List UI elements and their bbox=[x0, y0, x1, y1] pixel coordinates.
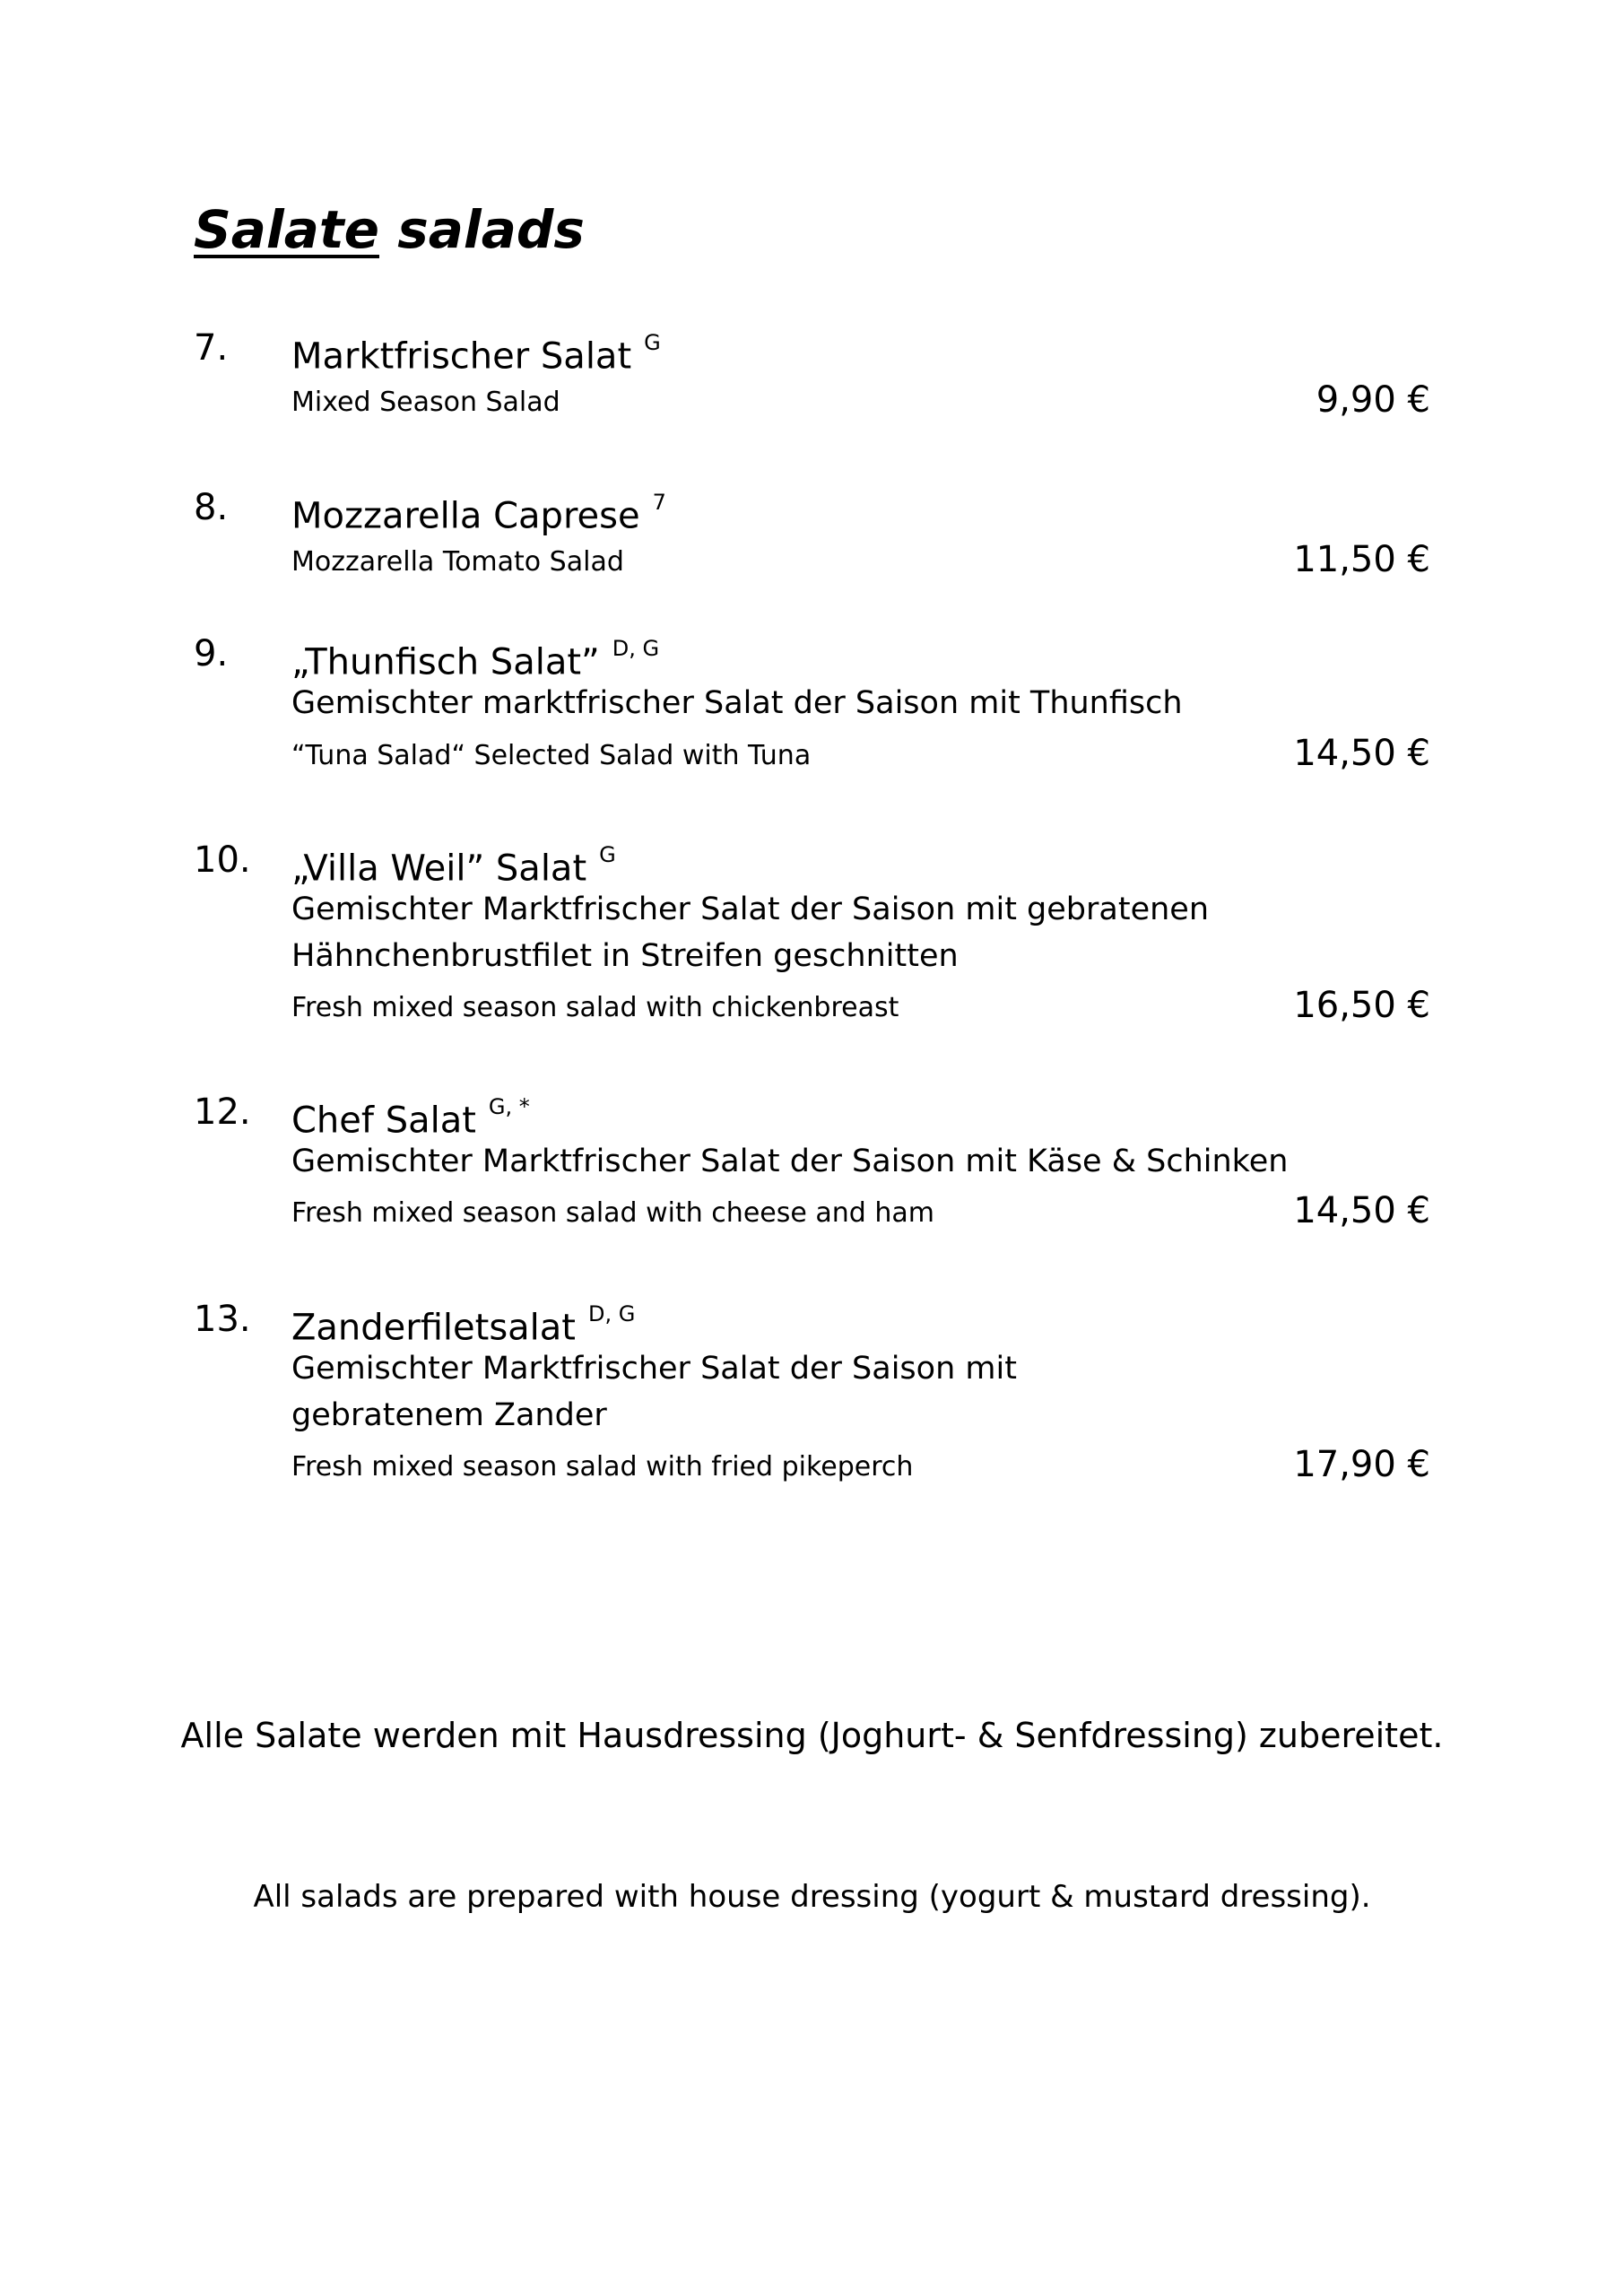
item-number: 12. bbox=[194, 1091, 251, 1133]
heading-english: salads bbox=[397, 199, 585, 260]
dressing-note-german: Alle Salate werden mit Hausdressing (Joghurt- & Senfdressing) zubereitet. bbox=[180, 1716, 1444, 1755]
item-english: Fresh mixed season salad with fried pikeperch bbox=[291, 1451, 914, 1483]
item-title: „Thunfisch Salat” bbox=[291, 641, 600, 683]
item-number: 9. bbox=[194, 633, 229, 674]
item-price: 9,90 € bbox=[1316, 379, 1430, 421]
item-title-line bbox=[291, 326, 661, 378]
item-english: Fresh mixed season salad with chickenbreast bbox=[291, 992, 899, 1023]
item-allergens: D, G bbox=[587, 1301, 636, 1326]
item-number: 10. bbox=[194, 839, 251, 881]
item-price: 16,50 € bbox=[1293, 985, 1430, 1026]
item-title-line bbox=[291, 1090, 530, 1143]
item-description: Gemischter Marktfrischer Salat der Saison mit Käse & Schinken bbox=[291, 1144, 1289, 1179]
heading-german: Salate bbox=[194, 199, 379, 260]
item-title-line bbox=[291, 1297, 635, 1350]
item-title: Marktfrischer Salat bbox=[291, 335, 632, 378]
item-title: Zanderfiletsalat bbox=[291, 1307, 576, 1349]
item-description: gebratenem Zander bbox=[291, 1397, 607, 1433]
item-english: Mozzarella Tomato Salad bbox=[291, 546, 624, 578]
item-english: Fresh mixed season salad with cheese and ham bbox=[291, 1197, 934, 1229]
item-number: 7. bbox=[194, 327, 229, 369]
item-allergens: G, * bbox=[488, 1094, 530, 1119]
item-description: Hähnchenbrustfilet in Streifen geschnitten bbox=[291, 938, 959, 974]
item-title: „Villa Weil” Salat bbox=[291, 848, 587, 890]
item-title-line bbox=[291, 631, 659, 684]
item-price: 17,90 € bbox=[1293, 1444, 1430, 1485]
item-title-line bbox=[291, 485, 666, 538]
item-english: Mixed Season Salad bbox=[291, 387, 560, 418]
item-number: 8. bbox=[194, 487, 229, 528]
item-price: 11,50 € bbox=[1293, 539, 1430, 580]
item-allergens: G bbox=[599, 842, 616, 867]
item-allergens: D, G bbox=[612, 636, 660, 661]
item-title: Chef Salat bbox=[291, 1100, 476, 1142]
dressing-note-english: All salads are prepared with house dressing (yogurt & mustard dressing). bbox=[253, 1879, 1371, 1915]
item-description: Gemischter Marktfrischer Salat der Saison mit bbox=[291, 1351, 1017, 1387]
item-price: 14,50 € bbox=[1293, 733, 1430, 774]
item-price: 14,50 € bbox=[1293, 1190, 1430, 1231]
item-description: Gemischter marktfrischer Salat der Saison mit Thunfisch bbox=[291, 685, 1183, 721]
item-title: Mozzarella Caprese bbox=[291, 495, 640, 537]
item-allergens: G bbox=[644, 330, 661, 355]
item-title-line bbox=[291, 838, 616, 891]
item-english: “Tuna Salad“ Selected Salad with Tuna bbox=[291, 740, 812, 771]
item-number: 13. bbox=[194, 1299, 251, 1340]
section-heading bbox=[194, 194, 585, 265]
item-allergens: 7 bbox=[652, 490, 666, 515]
item-description: Gemischter Marktfrischer Salat der Saison mit gebratenen bbox=[291, 891, 1209, 927]
